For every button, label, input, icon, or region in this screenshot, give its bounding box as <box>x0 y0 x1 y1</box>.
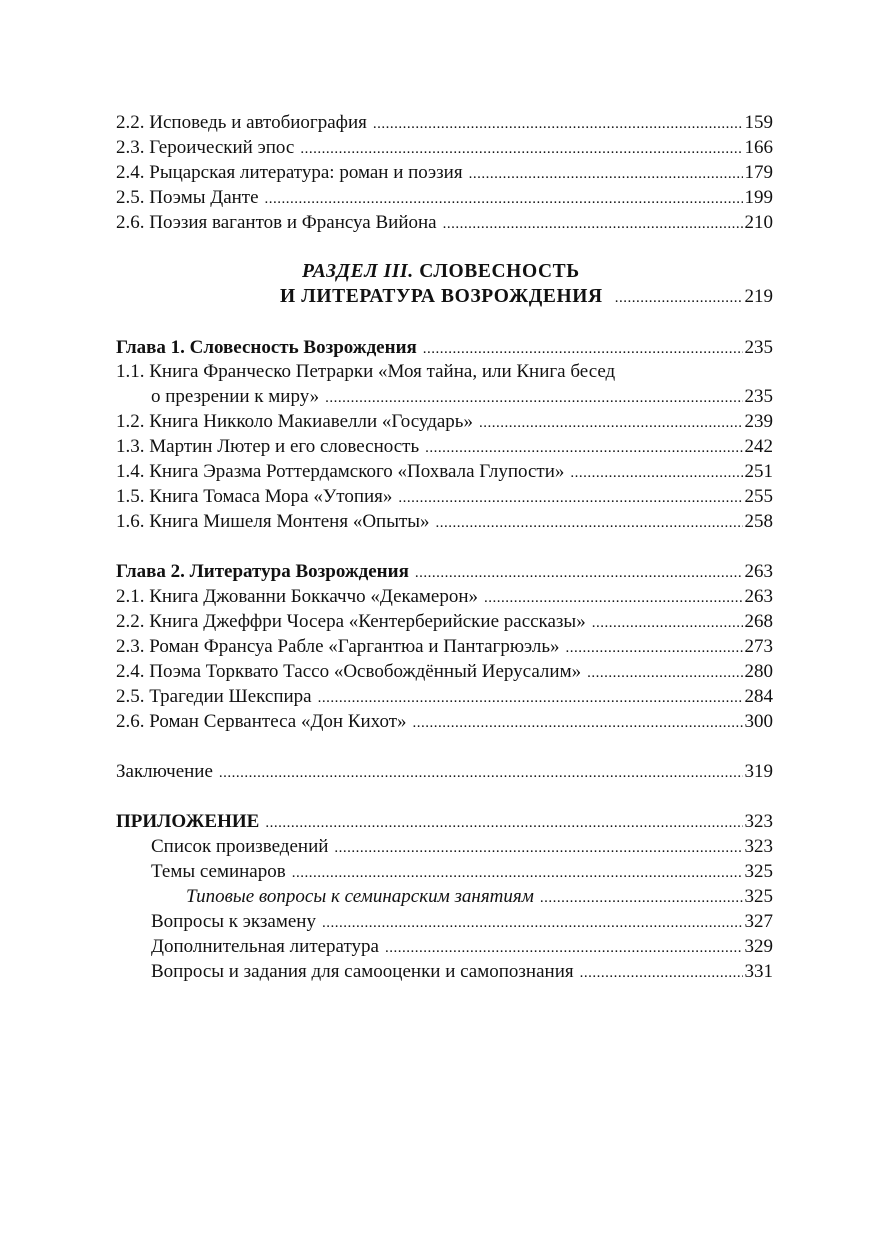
chapter-heading <box>116 559 773 584</box>
section-page: 219 <box>744 286 773 307</box>
chapter-title: Глава 2. Литература Возрождения <box>116 561 409 582</box>
dot-leader <box>436 511 743 536</box>
toc-entry-page: 280 <box>744 661 773 682</box>
toc-entry-title: 2.2. Книга Джеффри Чосера «Кентерберийские рассказы» <box>116 611 586 632</box>
toc-entry-title: 2.3. Героический эпос <box>116 137 295 158</box>
toc-entry <box>116 135 773 160</box>
chapter-page: 263 <box>744 561 773 582</box>
section-title-line2: И ЛИТЕРАТУРА ВОЗРОЖДЕНИЯ <box>280 286 603 307</box>
appendix-item-title: Дополнительная литература <box>151 936 379 957</box>
section-heading-line1 <box>302 258 580 285</box>
dot-leader <box>373 112 743 137</box>
chapter-heading <box>116 335 773 360</box>
toc-entry-title: 1.4. Книга Эразма Роттердамского «Похвала Глупости» <box>116 461 565 482</box>
appendix-item <box>151 859 773 884</box>
toc-entry-page: 300 <box>744 711 773 732</box>
appendix-item-title: Вопросы и задания для самооценки и самопознания <box>151 961 574 982</box>
dot-leader <box>219 761 743 786</box>
dot-leader <box>334 836 742 861</box>
appendix-item <box>151 909 773 934</box>
appendix-item <box>151 959 773 984</box>
toc-entry-title: 2.4. Поэма Торквато Тассо «Освобождённый Иерусалим» <box>116 661 582 682</box>
dot-leader <box>318 686 743 711</box>
toc-entry-page: 239 <box>744 411 773 432</box>
toc-entry-page: 263 <box>744 586 773 607</box>
toc-entry-title: 2.2. Исповедь и автобиография <box>116 112 367 133</box>
dot-leader <box>425 436 742 461</box>
appendix-item <box>151 834 773 859</box>
toc-entry-title: 1.6. Книга Мишеля Монтеня «Опыты» <box>116 511 430 532</box>
dot-leader <box>484 586 742 611</box>
appendix-page: 323 <box>744 811 773 832</box>
dot-leader <box>570 461 742 486</box>
toc-entry-page: 159 <box>744 112 773 133</box>
toc-entry-title: 2.1. Книга Джованни Боккаччо «Декамерон» <box>116 586 479 607</box>
toc-entry <box>116 584 773 609</box>
toc-entry <box>116 684 773 709</box>
toc-entry-page: 251 <box>744 461 773 482</box>
appendix-item-title: Темы семинаров <box>151 861 286 882</box>
dot-leader <box>325 386 742 411</box>
dot-leader <box>398 486 742 511</box>
dot-leader <box>479 411 743 436</box>
toc-entry-first-line <box>116 359 773 384</box>
dot-leader <box>587 661 742 686</box>
toc-entry <box>116 160 773 185</box>
appendix-item-page: 329 <box>744 936 773 957</box>
toc-entry-page: 179 <box>744 162 773 183</box>
toc-entry <box>116 609 773 634</box>
toc-entry <box>116 210 773 235</box>
appendix-item-page: 325 <box>744 886 773 907</box>
toc-entry-title: 2.6. Роман Сервантеса «Дон Кихот» <box>116 711 407 732</box>
toc-entry-title: 2.3. Роман Франсуа Рабле «Гаргантюа и Пантагрюэль» <box>116 636 560 657</box>
toc-entry <box>116 459 773 484</box>
toc-entry-title: 1.2. Книга Никколо Макиавелли «Государь» <box>116 411 473 432</box>
toc-entry <box>116 634 773 659</box>
appendix-item-page: 331 <box>744 961 773 982</box>
appendix-item-page: 327 <box>744 911 773 932</box>
toc-entry-title: 1.5. Книга Томаса Мора «Утопия» <box>116 486 393 507</box>
toc-entry-title: 2.4. Рыцарская литература: роман и поэзия <box>116 162 463 183</box>
section-heading-line2 <box>280 284 773 309</box>
toc-entry-page: 258 <box>744 511 773 532</box>
toc-entry-title: 2.5. Поэмы Данте <box>116 187 259 208</box>
dot-leader <box>580 961 743 986</box>
toc-entry <box>116 709 773 734</box>
toc-entry <box>116 110 773 135</box>
section-label: РАЗДЕЛ III. <box>302 261 414 282</box>
appendix-item-title: Типовые вопросы к семинарским занятиям <box>186 886 534 907</box>
toc-entry-title: 2.5. Трагедии Шекспира <box>116 686 312 707</box>
appendix-title: ПРИЛОЖЕНИЕ <box>116 811 260 832</box>
dot-leader <box>385 936 743 961</box>
toc-entry-page: 268 <box>744 611 773 632</box>
dot-leader <box>469 162 743 187</box>
appendix-item-title: Список произведений <box>151 836 329 857</box>
conclusion-page: 319 <box>744 761 773 782</box>
dot-leader <box>592 611 743 636</box>
appendix-item-page: 325 <box>744 861 773 882</box>
toc-entry <box>116 434 773 459</box>
conclusion-entry <box>116 759 773 784</box>
dot-leader <box>322 911 743 936</box>
toc-entry-title: о презрении к миру» <box>151 386 320 407</box>
toc-entry-continuation <box>151 384 773 409</box>
chapter-title: Глава 1. Словесность Возрождения <box>116 337 417 358</box>
toc-entry-page: 273 <box>744 636 773 657</box>
dot-leader <box>265 187 743 212</box>
appendix-subitem <box>186 884 773 909</box>
toc-entry <box>116 659 773 684</box>
section-title-line1: СЛОВЕСНОСТЬ <box>419 261 580 282</box>
appendix-item <box>151 934 773 959</box>
toc-entry <box>116 409 773 434</box>
dot-leader <box>443 212 743 237</box>
toc-entry-page: 255 <box>744 486 773 507</box>
chapter-page: 235 <box>744 337 773 358</box>
appendix-item-title: Вопросы к экзамену <box>151 911 316 932</box>
conclusion-title: Заключение <box>116 761 213 782</box>
toc-entry <box>116 509 773 534</box>
dot-leader <box>413 711 743 736</box>
toc-entry-page: 210 <box>744 212 773 233</box>
dot-leader <box>540 886 743 911</box>
dot-leader <box>415 561 743 586</box>
toc-entry-page: 235 <box>744 386 773 407</box>
appendix-item-page: 323 <box>744 836 773 857</box>
toc-entry-page: 242 <box>744 436 773 457</box>
toc-entry <box>116 484 773 509</box>
dot-leader <box>615 286 743 311</box>
dot-leader <box>265 811 742 836</box>
appendix-heading <box>116 809 773 834</box>
dot-leader <box>566 636 743 661</box>
dot-leader <box>300 137 742 162</box>
toc-entry-title: 1.3. Мартин Лютер и его словесность <box>116 436 420 457</box>
toc-entry <box>116 185 773 210</box>
toc-entry-title: 2.6. Поэзия вагантов и Франсуа Вийона <box>116 212 437 233</box>
dot-leader <box>292 861 743 886</box>
toc-entry-page: 284 <box>744 686 773 707</box>
toc-entry-page: 199 <box>744 187 773 208</box>
toc-entry-title: 1.1. Книга Франческо Петрарки «Моя тайна, или Книга бесед <box>116 361 616 382</box>
toc-entry-page: 166 <box>744 137 773 158</box>
